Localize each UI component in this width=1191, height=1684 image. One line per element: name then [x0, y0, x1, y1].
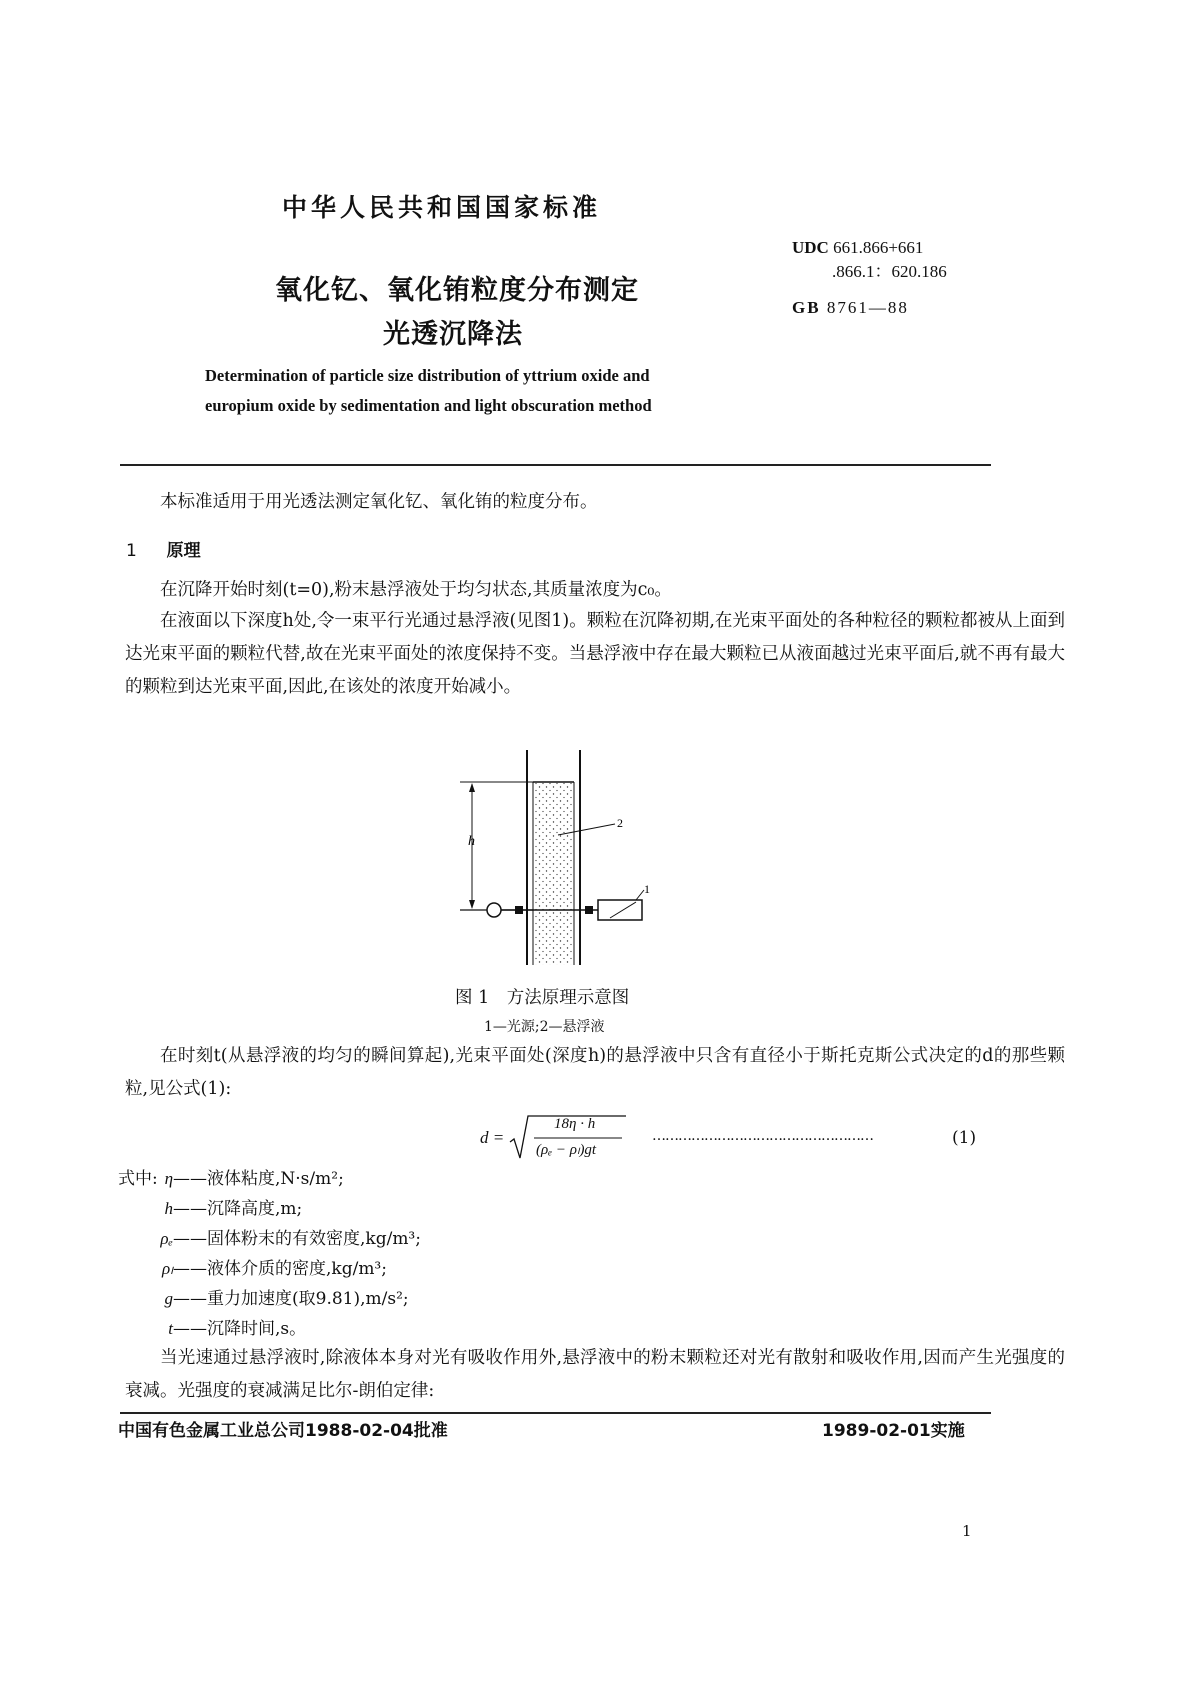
variable-list: [145, 1164, 745, 1344]
scope-text: 本标准适用于用光透法测定氧化钇、氧化铕的粒度分布。: [160, 492, 598, 512]
formula-numerator: 18η · h: [554, 1116, 596, 1132]
footer-rule: [120, 1412, 991, 1414]
label-1: 1: [644, 882, 650, 896]
light-source: [598, 900, 642, 920]
section-title: 原理: [166, 541, 201, 561]
title-cn-line1: 氧化钇、氧化铕粒度分布测定: [275, 275, 639, 306]
gb-label: GB: [792, 298, 821, 317]
variable-row: h——沉降高度,m;: [164, 1199, 303, 1219]
header-rule: [120, 464, 991, 466]
udc-label: UDC: [792, 238, 829, 257]
title-cn-line2: 光透沉降法: [383, 319, 523, 350]
title-en-line2: europium oxide by sedimentation and light obscuration method: [205, 396, 652, 415]
detector: [487, 903, 501, 917]
label-2: 2: [617, 816, 623, 830]
formula-leader: ……………………………………………: [652, 1128, 873, 1144]
section-p1: 在沉降开始时刻(t=0),粉末悬浮液处于均匀状态,其质量浓度为c₀。: [160, 580, 672, 600]
variable-row: η——液体粘度,N·s/m²;: [164, 1169, 344, 1189]
variable-row: t——沉降时间,s。: [168, 1319, 307, 1339]
approval-text: 中国有色金属工业总公司1988-02-04批准: [118, 1421, 448, 1441]
variable-row: g——重力加速度(取9.81),m/s²;: [164, 1289, 409, 1309]
variable-row: ρₑ——固体粉末的有效密度,kg/m³;: [160, 1229, 421, 1249]
formula-denominator: (ρₑ − ρₗ)gt: [536, 1142, 597, 1158]
udc-line2: .866.1：620.186: [832, 262, 947, 281]
formula-1: [480, 1112, 990, 1162]
figure-diagram: [440, 750, 670, 965]
org-title: 中华人民共和国国家标准: [282, 193, 602, 222]
variable-row: ρₗ——液体介质的密度,kg/m³;: [162, 1259, 387, 1279]
figure-legend: 1—光源;2—悬浮液: [484, 1019, 605, 1035]
gb-code: 8761—88: [826, 298, 909, 317]
section-heading: [126, 536, 201, 561]
stokes-paragraph: 在时刻t(从悬浮液的均匀的瞬间算起),光束平面处(深度h)的悬浮液中只含有直径小于斯托克斯公式决定的d的那些颗粒,见公式(1):: [125, 1046, 1065, 1099]
suspension: [533, 782, 574, 965]
formula-lhs: d =: [480, 1128, 505, 1147]
title-en-line1: Determination of particle size distribution of yttrium oxide and: [205, 366, 650, 385]
figure-caption: 图 1 方法原理示意图: [455, 988, 630, 1008]
gb-block: [792, 296, 909, 320]
section-number: 1: [126, 541, 137, 561]
where-label: 式中:: [118, 1169, 158, 1189]
section-p2: 在液面以下深度h处,令一束平行光通过悬浮液(见图1)。颗粒在沉降初期,在光束平面处的各种粒径的颗粒都被从上面到达光束平面的颗粒代替,故在光束平面处的浓度保持不变。当悬浮液中存在最大颗粒已从液面越过光束平面后,就不再有最大的颗粒到达光束平面,因此,在该处的浓度开始减小。: [125, 611, 1065, 697]
effective-text: 1989-02-01实施: [822, 1421, 965, 1441]
formula-number: (1): [952, 1128, 977, 1148]
udc-block: [792, 236, 992, 284]
beer-paragraph: 当光速通过悬浮液时,除液体本身对光有吸收作用外,悬浮液中的粉末颗粒还对光有散射和吸收作用,因而产生光强度的衰减。光强度的衰减满足比尔-朗伯定律:: [125, 1348, 1065, 1401]
udc-line1: 661.866+661: [833, 238, 924, 257]
height-label: h: [468, 834, 475, 849]
page-number: 1: [962, 1522, 972, 1540]
